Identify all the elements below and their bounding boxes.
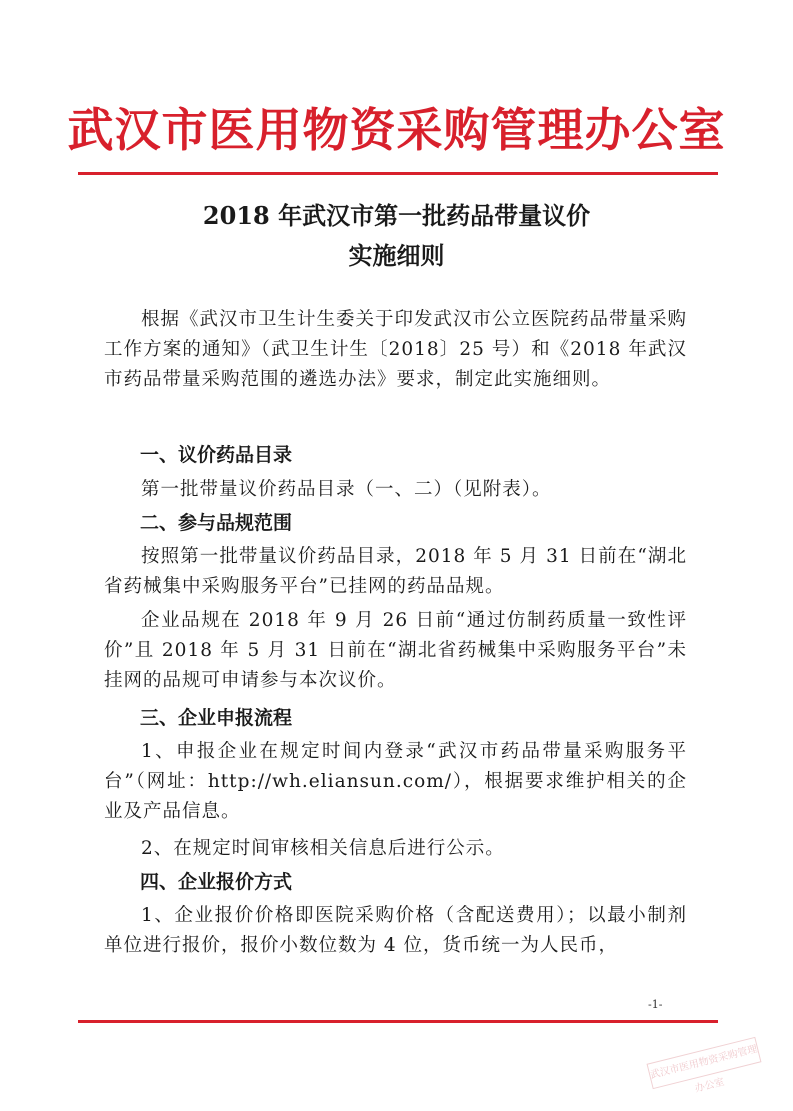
section-heading-1: 一、议价药品目录 — [140, 444, 293, 466]
section-3-paragraph-1: 1、申报企业在规定时间内登录“武汉市药品带量采购服务平台”（网址：http://wh.eliansun.com/），根据要求维护相关的企业及产品信息。 — [104, 741, 687, 822]
section-1-paragraph-1: 第一批带量议价药品目录（一、二）（见附表）。 — [141, 479, 552, 500]
section-2-paragraph-2: 企业品规在 2018 年 9 月 26 日前“通过仿制药质量一致性评价”且 2018 年 5 月 31 日前在“湖北省药械集中采购服务平台”未挂网的品规可申请参与本次议价。 — [104, 610, 687, 691]
page-number: -1- — [648, 998, 663, 1011]
footer-red-rule — [78, 1020, 718, 1023]
section-2-paragraph-1: 按照第一批带量议价药品目录，2018 年 5 月 31 日前在“湖北省药械集中采购服务平台”已挂网的药品品规。 — [104, 546, 687, 597]
document-title-line2: 实施细则 — [348, 241, 445, 270]
section-heading-4: 四、企业报价方式 — [140, 871, 293, 893]
section-heading-3: 三、企业申报流程 — [140, 707, 293, 729]
section-heading-2: 二、参与品规范围 — [140, 512, 293, 534]
document-title-line1: 2018 年武汉市第一批药品带量议价 — [202, 201, 591, 230]
section-3-paragraph-2: 2、在规定时间审核相关信息后进行公示。 — [141, 838, 505, 859]
header-red-rule — [78, 172, 718, 175]
intro-paragraph: 根据《武汉市卫生计生委关于印发武汉市公立医院药品带量采购工作方案的通知》（武卫生计生〔2018〕25 号）和《2018 年武汉市药品带量采购范围的遴选办法》要求，制定此实施细则。 — [104, 309, 688, 390]
faint-stamp: 武汉市医用物资采购管理办公室 — [647, 1037, 762, 1089]
org-header: 武汉市医用物资采购管理办公室 — [67, 103, 726, 157]
section-4-paragraph-1: 1、企业报价价格即医院采购价格（含配送费用）；以最小制剂单位进行报价，报价小数位数为 4 位，货币统一为人民币， — [104, 905, 687, 956]
